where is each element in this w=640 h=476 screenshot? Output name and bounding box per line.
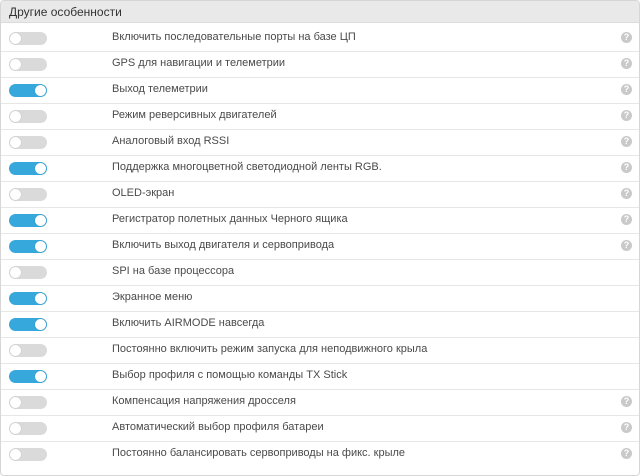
feature-label: Выход телеметрии [112,83,208,95]
panel-header [1,1,639,23]
feature-row [1,52,639,78]
question-circle-icon[interactable]: ? [621,84,632,95]
question-circle-icon[interactable]: ? [621,422,632,433]
feature-toggle[interactable] [9,292,47,305]
feature-row [1,78,639,104]
feature-label: Регистратор полетных данных Черного ящика [112,213,348,225]
feature-row [1,234,639,260]
toggle-knob [10,33,21,44]
question-circle-icon[interactable]: ? [621,396,632,407]
feature-toggle[interactable] [9,370,47,383]
feature-label: SPI на базе процессора [112,265,235,277]
feature-label: GPS для навигации и телеметрии [112,57,286,69]
feature-row [1,182,639,208]
feature-label: Компенсация напряжения дросселя [112,395,296,407]
toggle-knob [10,345,21,356]
panel-title: Другие особенности [9,4,122,19]
feature-toggle[interactable] [9,344,47,357]
question-circle-icon[interactable]: ? [621,32,632,43]
feature-row [1,364,639,390]
feature-toggle[interactable] [9,396,47,409]
toggle-knob [10,111,21,122]
toggle-knob [10,423,21,434]
feature-label: Аналоговый вход RSSI [112,135,230,147]
feature-toggle[interactable] [9,318,47,331]
question-circle-icon[interactable]: ? [621,110,632,121]
feature-toggle[interactable] [9,32,47,45]
feature-toggle[interactable] [9,422,47,435]
feature-row [1,104,639,130]
feature-toggle[interactable] [9,58,47,71]
toggle-knob [35,293,46,304]
feature-toggle[interactable] [9,266,47,279]
feature-label: Поддержка многоцветной светодиодной ленты RGB. [112,161,382,173]
feature-row [1,416,639,442]
feature-list [1,23,639,468]
toggle-knob [10,397,21,408]
feature-row [1,312,639,338]
feature-label: Включить AIRMODE навсегда [112,317,265,329]
toggle-knob [35,319,46,330]
feature-label: Постоянно балансировать сервоприводы на фикс. крыле [112,447,406,459]
feature-row [1,260,639,286]
question-circle-icon[interactable]: ? [621,214,632,225]
feature-label: Включить выход двигателя и сервопривода [112,239,335,251]
feature-row [1,208,639,234]
feature-row [1,390,639,416]
toggle-knob [10,449,21,460]
feature-toggle[interactable] [9,162,47,175]
feature-label: Режим реверсивных двигателей [112,109,277,121]
feature-label: Экранное меню [112,291,193,303]
feature-label: Выбор профиля с помощью команды TX Stick [112,369,348,381]
feature-toggle[interactable] [9,448,47,461]
feature-toggle[interactable] [9,136,47,149]
feature-toggle[interactable] [9,214,47,227]
feature-label: Включить последовательные порты на базе ЦП [112,31,356,43]
feature-label: Автоматический выбор профиля батареи [112,421,324,433]
toggle-knob [10,267,21,278]
toggle-knob [35,85,46,96]
question-circle-icon[interactable]: ? [621,58,632,69]
toggle-knob [10,59,21,70]
question-circle-icon[interactable]: ? [621,448,632,459]
toggle-knob [35,163,46,174]
feature-row [1,442,639,468]
feature-toggle[interactable] [9,84,47,97]
question-circle-icon[interactable]: ? [621,162,632,173]
question-circle-icon[interactable]: ? [621,240,632,251]
feature-row [1,286,639,312]
feature-label: OLED-экран [112,187,175,199]
feature-toggle[interactable] [9,110,47,123]
toggle-knob [35,215,46,226]
question-circle-icon[interactable]: ? [621,188,632,199]
feature-toggle[interactable] [9,188,47,201]
toggle-knob [35,241,46,252]
feature-row [1,338,639,364]
feature-label: Постоянно включить режим запуска для неподвижного крыла [112,343,428,355]
feature-row [1,130,639,156]
question-circle-icon[interactable]: ? [621,136,632,147]
feature-toggle[interactable] [9,240,47,253]
toggle-knob [10,137,21,148]
toggle-knob [10,189,21,200]
feature-row [1,156,639,182]
toggle-knob [35,371,46,382]
feature-row [1,26,639,52]
